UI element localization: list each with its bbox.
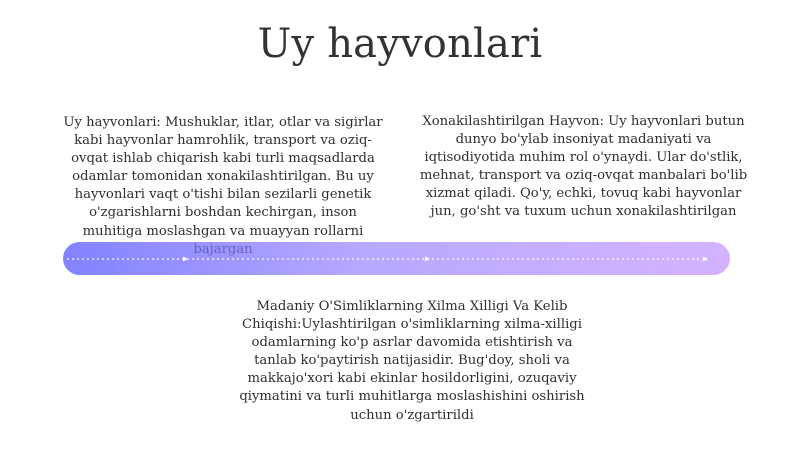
arrow-head-3 xyxy=(703,257,708,262)
arrow-head-1 xyxy=(183,257,188,262)
timeline-arrows xyxy=(63,242,730,275)
text-block-left: Uy hayvonlari: Mushuklar, itlar, otlar va sigirlar kabi hayvonlar hamrohlik, transport va oziq-ovqat ishlab chiqarish kabi turli maqsadlarda odamlar tomonidan xonakilashtirilgan. Bu uy hayvonlari vaqt o'tishi bilan sezilarli genetik o'zgarishlarni boshdan kechirgan, inson muhitiga moslashgan va muayyan rollarni xyxy=(63,115,383,239)
arrow-head-2 xyxy=(425,257,430,262)
text-block-bottom: Madaniy O'Simliklarning Xilma Xilligi Va Kelib Chiqishi:Uylashtirilgan o'simliklarning xilma-xilligi odamlarning ko'p asrlar davomida etishtirish va tanlab ko'paytirish natijasidir. Bug'doy, sholi va makkajo'xori kabi ekinlar hosildorligini, ozuqaviy qiymatini va turli muhitlarga moslashishini oshirish uchun o'zgartirildi xyxy=(239,299,585,423)
slide-title: Uy hayvonlari xyxy=(257,21,543,67)
timeline-bar xyxy=(63,242,730,275)
text-block-right: Xonakilashtirilgan Hayvon: Uy hayvonlari butun dunyo bo'ylab insoniyat madaniyati va iqtisodiyotida muhim rol o'ynaydi. Ular do'stlik, mehnat, transport va oziq-ovqat manbalari bo'lib xizmat qiladi. Qo'y, echki, tovuq kabi hayvonlar jun, go'sht va tuxum uchun xonakilashtirilgan xyxy=(419,114,748,220)
